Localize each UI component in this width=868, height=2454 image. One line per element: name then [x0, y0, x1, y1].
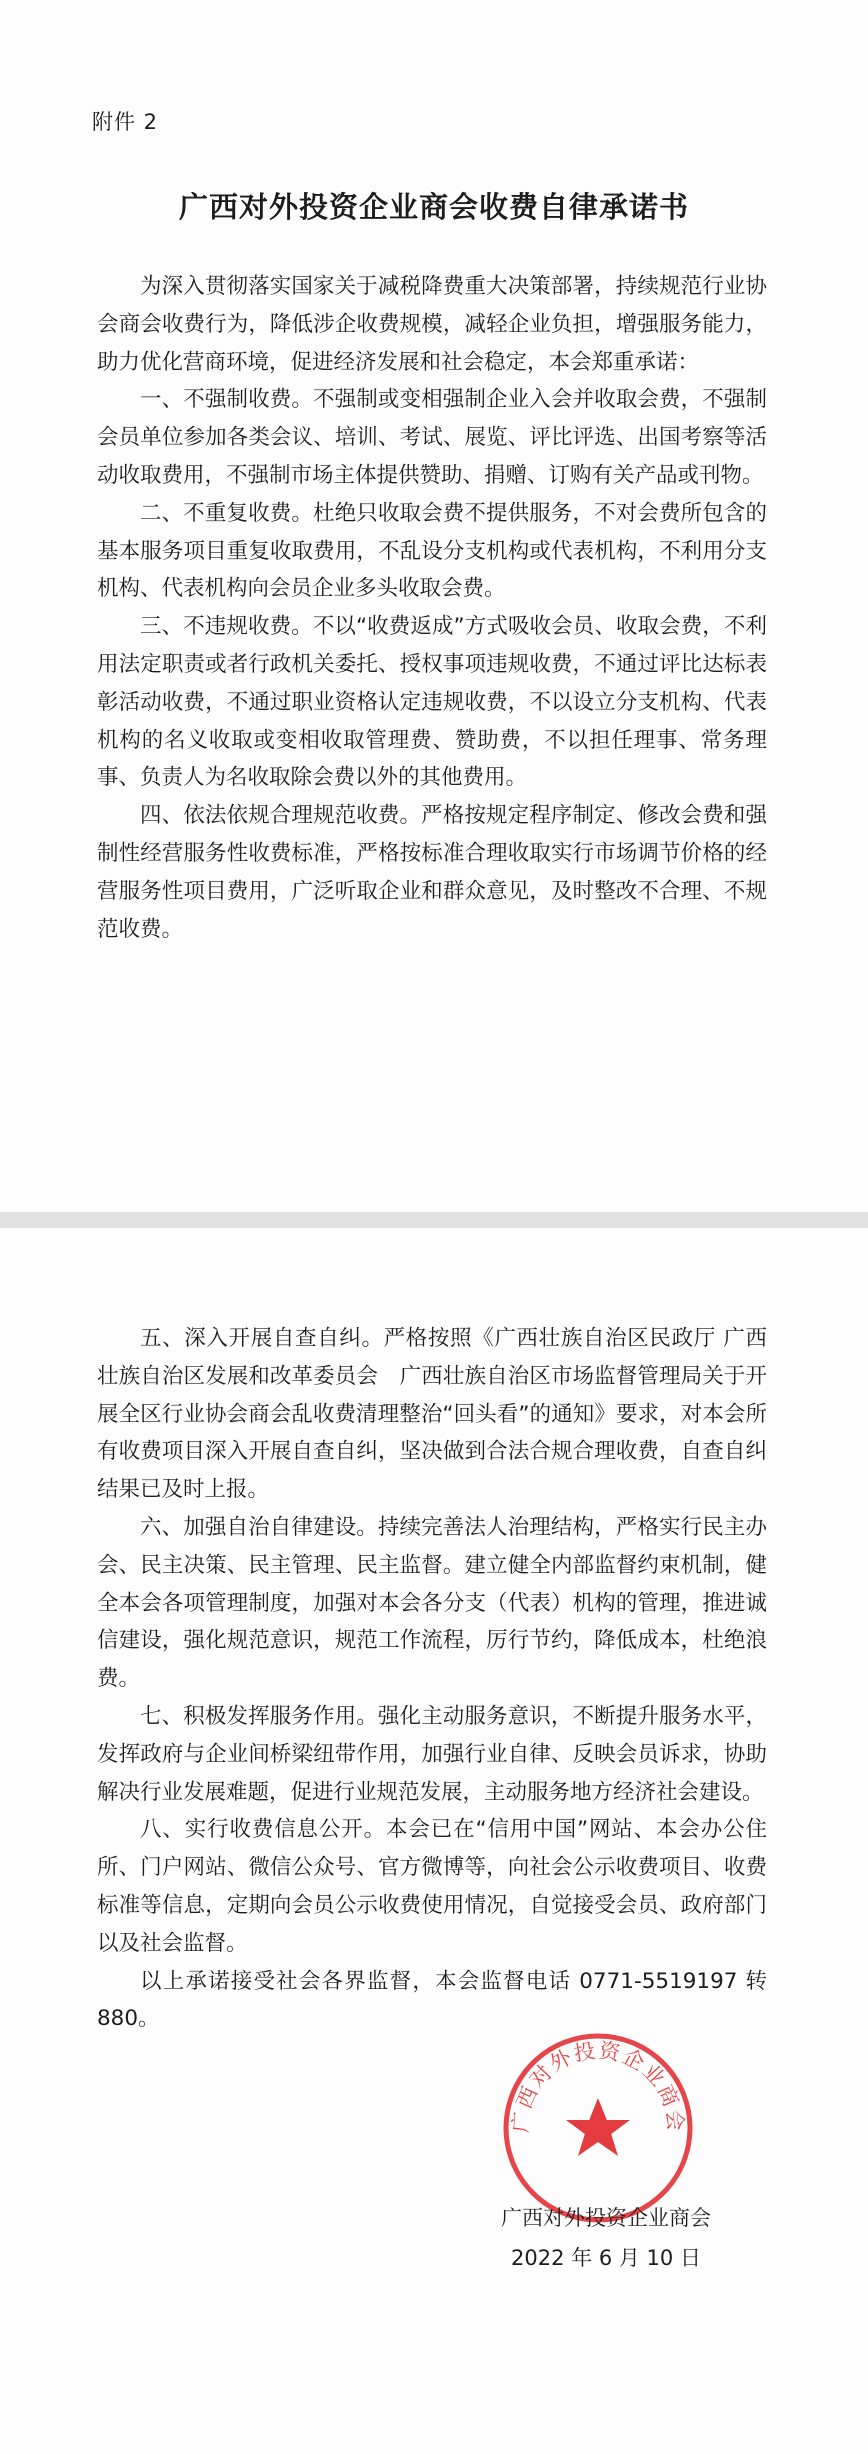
paragraph-item-2: 二、不重复收费。杜绝只收取会费不提供服务，不对会费所包含的基本服务项目重复收取费用，不乱设分支机构或代表机构，不利用分支机构、代表机构向会员企业多头收取会费。 — [97, 500, 767, 602]
page-divider — [0, 1212, 868, 1228]
paragraph-item-1: 一、不强制收费。不强制或变相强制企业入会并收取会费，不强制会员单位参加各类会议、培训、考试、展览、评比评选、出国考察等活动收取费用，不强制市场主体提供赞助、捐赠、订购有关产品或刊物。 — [97, 387, 767, 488]
document-page-1 — [0, 0, 868, 1212]
paragraph-item-7: 七、积极发挥服务作用。强化主动服务意识，不断提升服务水平，发挥政府与企业间桥梁纽带作用，加强行业自律、反映会员诉求，协助解决行业发展难题，促进行业规范发展，主动服务地方经济社会建设。 — [97, 1703, 767, 1805]
body-text-page-2 — [97, 1320, 767, 2038]
signature-block — [476, 2198, 736, 2278]
signature-date: 2022 年 6 月 10 日 — [511, 2246, 701, 2270]
paragraph-intro: 为深入贯彻落实国家关于减税降费重大决策部署，持续规范行业协会商会收费行为，降低涉企收费规模，减轻企业负担，增强服务能力，助力优化营商环境，促进经济发展和社会稳定，本会郑重承诺： — [97, 274, 767, 375]
document-title: 广西对外投资企业商会收费自律承诺书 — [178, 190, 689, 224]
paragraph-item-6: 六、加强自治自律建设。持续完善法人治理结构，严格实行民主办会、民主决策、民主管理、民主监督。建立健全内部监督约束机制，健全本会各项管理制度，加强对本会各分支（代表）机构的管理，推进诚信建设，强化规范意识，规范工作流程，厉行节约，降低成本，杜绝浪费。 — [97, 1514, 767, 1692]
paragraph-item-5: 五、深入开展自查自纠。严格按照《广西壮族自治区民政厅 广西壮族自治区发展和改革委员会 广西壮族自治区市场监督管理局关于开展全区行业协会商会乱收费清理整治“回头看”的通知》要求，对本会所有收费项目深入开展自查自纠，坚决做到合法合规合理收费，自查自纠结果已及时上报。 — [97, 1326, 767, 1503]
paragraph-item-8: 八、实行收费信息公开。本会已在“信用中国”网站、本会办公住所、门户网站、微信公众号、官方微博等，向社会公示收费项目、收费标准等信息，定期向会员公示收费使用情况，自觉接受会员、政府部门以及社会监督。 — [97, 1817, 767, 1956]
annex-label: 附件 2 — [92, 110, 159, 134]
signature-organization: 广西对外投资企业商会 — [501, 2206, 711, 2230]
paragraph-item-3: 三、不违规收费。不以“收费返成”方式吸收会员、收取会费，不利用法定职责或者行政机关委托、授权事项违规收费，不通过评比达标表彰活动收费，不通过职业资格认定违规收费，不以设立分支机构、代表机构的名义收取或变相收取管理费、赞助费，不以担任理事、常务理事、负责人为名收取除会费以外的其他费用。 — [97, 614, 767, 791]
paragraph-item-4: 四、依法依规合理规范收费。严格按规定程序制定、修改会费和强制性经营服务性收费标准，严格按标准合理收取实行市场调节价格的经营服务性项目费用，广泛听取企业和群众意见，及时整改不合理、不规范收费。 — [97, 803, 767, 942]
svg-text:广西对外投资企业商会: 广西对外投资企业商会 — [508, 2038, 688, 2134]
body-text-page-1 — [97, 268, 767, 948]
paragraph-supervision: 以上承诺接受社会各界监督，本会监督电话 0771-5519197 转 880。 — [97, 1968, 767, 2032]
